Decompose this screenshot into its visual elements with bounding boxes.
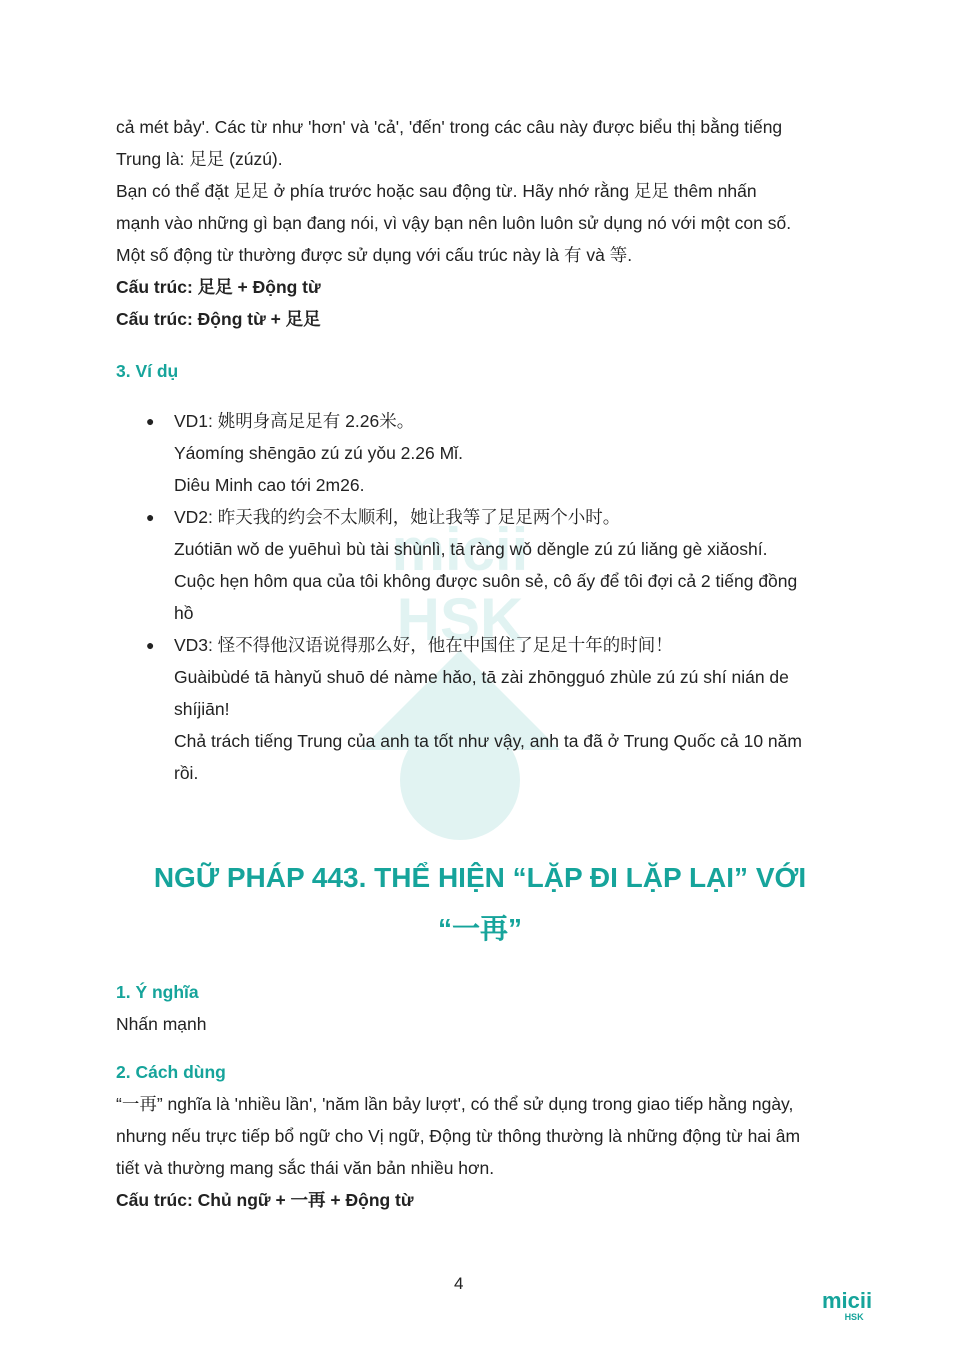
example-line: VD1: 姚明身高足足有 2.26米。 [174, 411, 415, 431]
usage-structure: Cấu trúc: Chủ ngữ + 一再 + Động từ [116, 1190, 414, 1210]
example-line: hồ [174, 603, 194, 623]
svg-text:micii: micii [391, 516, 529, 583]
micii-logo [822, 1290, 872, 1322]
example-line: VD3: 怪不得他汉语说得那么好，他在中国住了足足十年的时间！ [174, 635, 673, 655]
example-heading: 3. Ví dụ [116, 361, 179, 381]
example-line: Guàibùdé tā hànyǔ shuō dé nàme hǎo, tā zài zhōngguó zhùle zú zú shí nián de [174, 667, 789, 687]
example-line: Chả trách tiếng Trung của anh ta tốt như vậy, anh ta đã ở Trung Quốc cả 10 năm [174, 731, 802, 751]
bullet-icon: ● [146, 637, 155, 653]
example-line: VD2: 昨天我的约会不太顺利，她让我等了足足两个小时。 [174, 507, 621, 527]
usage-line: nhưng nếu trực tiếp bổ ngữ cho Vị ngữ, Động từ thông thường là những động từ hai âm [116, 1126, 801, 1146]
usage-line: tiết và thường mang sắc thái văn bản nhiều hơn. [116, 1158, 495, 1178]
bullet-icon: ● [146, 413, 155, 429]
bullet-icon: ● [146, 509, 155, 525]
example-line: shíjiān! [174, 699, 230, 719]
intro-line: Trung là: 足足 (zúzú). [116, 149, 283, 169]
logo-sub: HSK [844, 1312, 864, 1322]
example-line: Cuộc hẹn hôm qua của tôi không được suôn sẻ, cô ấy để tôi đợi cả 2 tiếng đồng [174, 571, 798, 591]
intro-line: Một số động từ thường được sử dụng với cấu trúc này là 有 và 等. [116, 245, 633, 265]
section-title: NGỮ PHÁP 443. THỂ HIỆN “LẶP ĐI LẶP LẠI” VỚI [153, 862, 807, 893]
intro-line: Bạn có thể đặt 足足 ở phía trước hoặc sau động từ. Hãy nhớ rằng 足足 thêm nhấn [116, 181, 757, 201]
example-line: Zuótiān wǒ de yuēhuì bù tài shùnlì, tā ràng wǒ děngle zú zú liǎng gè xiǎoshí. [174, 539, 768, 559]
structure-line: Cấu trúc: Động từ + 足足 [116, 309, 321, 329]
intro-line: cả mét bảy'. Các từ như 'hơn' và 'cả', 'đến' trong các câu này được biểu thị bằng tiếng [116, 117, 783, 137]
intro-line: mạnh vào những gì bạn đang nói, vì vậy bạn nên luôn luôn sử dụng nó với một con số. [116, 213, 792, 233]
usage-heading: 2. Cách dùng [116, 1062, 226, 1082]
example-line: Diêu Minh cao tới 2m26. [174, 475, 365, 495]
section-title: “一再” [437, 913, 522, 944]
logo-name: micii [822, 1288, 873, 1313]
example-line: rồi. [174, 763, 199, 783]
meaning-heading: 1. Ý nghĩa [116, 982, 199, 1002]
structure-line: Cấu trúc: 足足 + Động từ [116, 277, 321, 297]
meaning-text: Nhấn mạnh [116, 1014, 207, 1034]
usage-line: “一再” nghĩa là 'nhiều lần', 'năm lần bảy lượt', có thể sử dụng trong giao tiếp hằng ngày, [116, 1094, 794, 1114]
page-number: 4 [454, 1274, 464, 1293]
svg-text:HSK: HSK [396, 586, 524, 653]
example-line: Yáomíng shēngāo zú zú yǒu 2.26 Mǐ. [174, 443, 463, 463]
